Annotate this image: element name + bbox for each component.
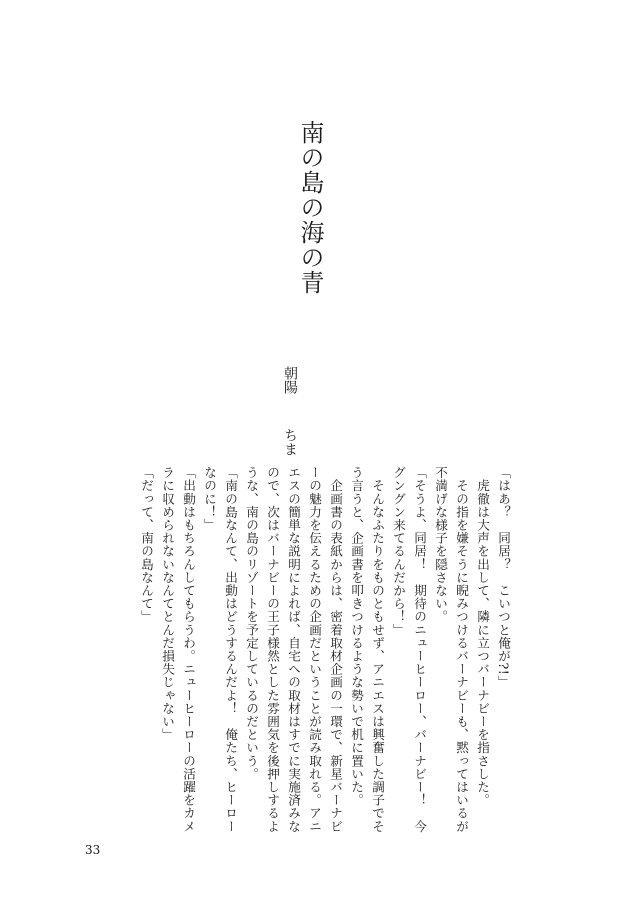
text-line: 虎徹は大声を出して、隣に立つバーナビーを指さした。: [475, 466, 490, 807]
author-family-name: 朝陽: [282, 366, 298, 394]
author-given-name: ちま: [282, 428, 298, 456]
text-line: エスの簡単な説明によれば、自宅への取材はすでに実施済みな: [286, 466, 301, 833]
text-line: う言うと、企画書を叩きつけるような勢いで机に置いた。: [349, 466, 364, 807]
text-line: その指を嫌そうに睨みつけるバーナビーも、黙ってはいるが: [454, 466, 469, 833]
text-line: ーの魅力を伝えるための企画だということが読み取れる。アニ: [307, 466, 322, 833]
text-line: 「出動はもちろんしてもらうわ。ニューヒーローの活躍をカメ: [181, 466, 196, 833]
chapter-title: 南の島の海の青: [296, 120, 324, 295]
text-line: そんなふたりをものともせず、アニエスは興奮した調子でそ: [370, 466, 385, 833]
page-number: 33: [85, 843, 101, 857]
text-line: 「そうよ、同居！ 期待のニューヒーロー、バーナビー！ 今: [412, 466, 427, 833]
text-line: 不満げな様子を隠さない。: [433, 466, 448, 624]
author-byline: [256, 366, 300, 456]
text-line: ラに収められないなんてとんだ損失じゃない」: [160, 466, 175, 742]
text-line: なのに！」: [202, 466, 217, 532]
text-line: 企画書の表紙からは、密着取材企画の一環で、新星バーナビ: [328, 466, 343, 833]
body-text: [139, 466, 514, 833]
text-line: 「だって、南の島なんて」: [139, 466, 154, 624]
text-line: ので、次はバーナビーの王子様然とした雰囲気を後押しするよ: [265, 466, 280, 833]
text-line: 「南の島なんて、出動はどうするんだよ！ 俺たち、ヒーロー: [223, 466, 238, 833]
text-line: うな、南の島のリゾートを予定しているのだという。: [244, 466, 259, 781]
text-line: 「はあ？ 同居？ こいつと俺が?!」: [496, 466, 511, 689]
text-line: グングン来てるんだから！」: [391, 466, 406, 637]
